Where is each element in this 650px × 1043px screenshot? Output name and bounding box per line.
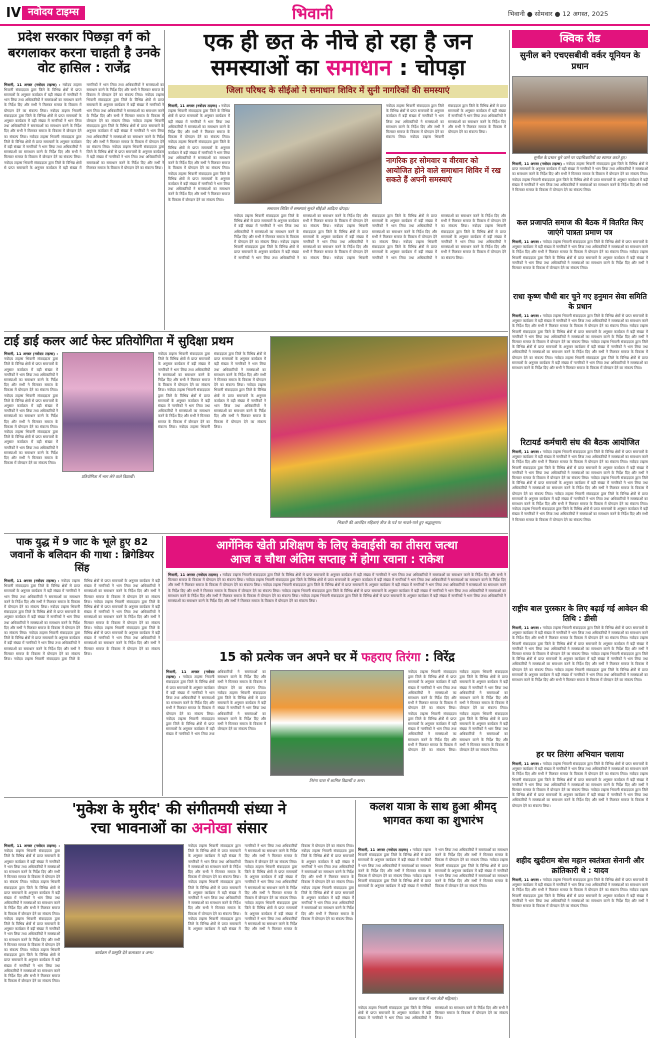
story-tie-dye	[4, 334, 508, 530]
headline-line-1: एक ही छत के नीचे हो रहा है जन	[203, 30, 473, 55]
rule-horizontal-2	[4, 533, 508, 534]
paper-name: नवोदय टाइम्स	[22, 6, 85, 20]
story-main	[168, 30, 508, 328]
rule-horizontal-1	[4, 331, 508, 332]
body-col-3: नवोदय टाइम्स भिवानी संवाददाता द्वारा जिले के विभिन्न क्षेत्रों से प्राप्त समाचारों के अनुसार कार्यक्रम में बड़ी संख्या में नागरिकों ने भाग लिया तथा अधिकारियों ने समस्याओं का समाधान करने के निर्देश दिए और सभी ने मिलकर समाज के विकास में योगदान देने का संकल्प लिया। नवोदय टाइम्स भिवानी संवाददाता द्वारा जिले के विभिन्न क्षेत्रों से प्राप्त समाचारों के अनुसार कार्यक्रम में बड़ी संख्या में नागरिकों ने भाग लिया तथा अधिकारियों ने समस्याओं का समाधान करने के निर्देश दिए और सभी ने मिलकर समाज के विकास में योगदान देने का संकल्प लिया। नवोदय टाइम्स भिवानी संवाददाता द्वारा जिले के विभिन्न क्षेत्रों से प्राप्त समाचारों के अनुसार कार्यक्रम में बड़ी संख्या में नागरिकों ने भाग लिया तथा अधिकारियों ने समस्याओं का समाधान करने के निर्देश दिए और सभी ने मिलकर समाज के विकास में योगदान देने का संकल्प लिया। नवोदय टाइम्स भिवानी संवाददाता द्वारा जिले के विभिन्न क्षेत्रों से प्राप्त समाचारों के अनुसार कार्यक्रम में बड़ी संख्या में नागरिकों ने भाग लिया तथा अधिकारियों ने समस्याओं का समाधान करने के निर्देश दिए और सभी ने मिलकर समाज के विकास में योगदान देने का संकल्प लिया। नवोदय टाइम्स भिवानी संवाददाता द्वारा जिले के विभिन्न क्षेत्रों से प्राप्त समाचारों के अनुसार कार्यक्रम में बड़ी संख्या में नागरिकों ने भाग लिया तथा अधिकारियों ने समस्याओं का समाधान करने के निर्देश दिए और सभी ने मिलकर समाज के विकास में योगदान देने का संकल्प लिया। नवोदय टाइम्स भिवानी संवाददाता द्वारा जिले के विभिन्न क्षेत्रों से प्राप्त समाचारों के अनुसार कार्यक्रम में बड़ी संख्या में नागरिकों ने भाग लिया तथा अधिकारियों ने समस्याओं का समाधान करने के निर्देश दिए और सभी ने मिलकर समाज के विकास में योगदान देने का संकल्प लिया। नवोदय टाइम्स भिवानी संवाददाता द्वारा जिले के विभिन्न क्षेत्रों से प्राप्त समाचारों के अनुसार कार्यक्रम में बड़ी संख्या में नागरिकों ने भाग लिया तथा अधिकारियों ने समस्याओं का समाधान करने के निर्देश दिए और सभी ने मिलकर समाज के विकास में योगदान देने का संकल्प लिया।	[188, 844, 354, 932]
quick-read-kicker: क्विक रीड	[512, 30, 648, 48]
rule-horizontal-3	[4, 797, 508, 798]
date-line: भिवानी ● सोमवार ● 12 अगस्त, 2025	[508, 10, 609, 18]
body-col-3: नवोदय टाइम्स भिवानी संवाददाता द्वारा जिले के विभिन्न क्षेत्रों से प्राप्त समाचारों के अनुसार कार्यक्रम में बड़ी संख्या में नागरिकों ने भाग लिया तथा अधिकारियों ने समस्याओं का समाधान करने के निर्देश दिए और सभी ने मिलकर समाज के विकास में योगदान देने का संकल्प लिया। नवोदय टाइम्स भिवानी संवाददाता द्वारा जिले के विभिन्न क्षेत्रों से प्राप्त समाचारों के अनुसार कार्यक्रम में बड़ी संख्या में नागरिकों ने भाग लिया तथा अधिकारियों ने समस्याओं का समाधान करने के निर्देश दिए और सभी ने मिलकर समाज के विकास में योगदान देने का संकल्प लिया। नवोदय टाइम्स भिवानी संवाददाता द्वारा जिले के विभिन्न क्षेत्रों से प्राप्त समाचारों के अनुसार कार्यक्रम में बड़ी संख्या में नागरिकों ने भाग लिया तथा अधिकारियों ने समस्याओं का समाधान करने के निर्देश दिए और सभी ने मिलकर समाज के विकास में योगदान देने का संकल्प लिया। नवोदय टाइम्स भिवानी संवाददाता द्वारा जिले के विभिन्न क्षेत्रों से प्राप्त समाचारों के अनुसार कार्यक्रम में बड़ी संख्या में नागरिकों ने भाग लिया तथा अधिकारियों ने समस्याओं का समाधान करने के निर्देश दिए और सभी ने मिलकर समाज के विकास में योगदान देने का संकल्प लिया।	[158, 352, 266, 429]
photo-teej-celebration	[270, 336, 508, 518]
story-mukesh	[4, 800, 354, 1040]
headline: 15 को प्रत्येक जन अपने घर में फहराए तिरंगा : विरेंद्र	[219, 650, 455, 664]
headline: प्रदेश सरकार पिछड़ा वर्ग को बरगलाकर करना चाहती है उनके वोट हासिल : राजेंद्र	[7, 30, 161, 76]
subhead: जिला परिषद के सीईओ ने समाधान शिविर में सुनी नागरिकों की समस्याएं	[168, 85, 508, 98]
brief-3-headline: रिटायर्ड कर्मचारी संघ की बैठक आयोजित	[520, 438, 640, 447]
rule-vertical-right	[509, 30, 510, 1038]
headline-line-2: समस्याओं का समाधान : चोपड़ा	[210, 56, 466, 81]
brief-4-headline: राष्ट्रीय बाल पुरस्कार के लिए बढ़ाई गई आवेदन की तिथि : डीसी	[512, 604, 648, 623]
brief-2-body: भिवानी, 11 अगस्त : नवोदय टाइम्स भिवानी संवाददाता द्वारा जिले के विभिन्न क्षेत्रों से प्राप्त समाचारों के अनुसार कार्यक्रम में बड़ी संख्या में नागरिकों ने भाग लिया तथा अधिकारियों ने समस्याओं का समाधान करने के निर्देश दिए और सभी ने मिलकर समाज के विकास में योगदान देने का संकल्प लिया। नवोदय टाइम्स भिवानी संवाददाता द्वारा जिले के विभिन्न क्षेत्रों से प्राप्त समाचारों के अनुसार कार्यक्रम में बड़ी संख्या में नागरिकों ने भाग लिया तथा अधिकारियों ने समस्याओं का समाधान करने के निर्देश दिए और सभी ने मिलकर समाज के विकास में योगदान देने का संकल्प लिया। नवोदय टाइम्स भिवानी संवाददाता द्वारा जिले के विभिन्न क्षेत्रों से प्राप्त समाचारों के अनुसार कार्यक्रम में बड़ी संख्या में नागरिकों ने भाग लिया तथा अधिकारियों ने समस्याओं का समाधान करने के निर्देश दिए और सभी ने मिलकर समाज के विकास में योगदान देने का संकल्प लिया। नवोदय टाइम्स भिवानी संवाददाता द्वारा जिले के विभिन्न क्षेत्रों से प्राप्त समाचारों के अनुसार कार्यक्रम में बड़ी संख्या में नागरिकों ने भाग लिया तथा अधिकारियों ने समस्याओं का समाधान करने के निर्देश दिए और सभी ने मिलकर समाज के विकास में योगदान देने का संकल्प लिया।	[512, 314, 648, 371]
right-top-headline: सुनील बने एचएसबीवी वर्कर यूनियन के प्रधान	[519, 51, 641, 72]
masthead	[0, 0, 650, 26]
brief-1-body: भिवानी, 11 अगस्त : नवोदय टाइम्स भिवानी संवाददाता द्वारा जिले के विभिन्न क्षेत्रों से प्राप्त समाचारों के अनुसार कार्यक्रम में बड़ी संख्या में नागरिकों ने भाग लिया तथा अधिकारियों ने समस्याओं का समाधान करने के निर्देश दिए और सभी ने मिलकर समाज के विकास में योगदान देने का संकल्प लिया। नवोदय टाइम्स भिवानी संवाददाता द्वारा जिले के विभिन्न क्षेत्रों से प्राप्त समाचारों के अनुसार कार्यक्रम में बड़ी संख्या में नागरिकों ने भाग लिया तथा अधिकारियों ने समस्याओं का समाधान करने के निर्देश दिए और सभी ने मिलकर समाज के विकास में योगदान देने का संकल्प लिया।	[512, 240, 648, 271]
story-kalash	[358, 800, 508, 1040]
photo-caption: कार्यक्रम में प्रस्तुति देते कलाकार व अन्य।	[94, 950, 154, 955]
body-col-3: नवोदय टाइम्स भिवानी संवाददाता द्वारा जिले के विभिन्न क्षेत्रों से प्राप्त समाचारों के अनुसार कार्यक्रम में बड़ी संख्या में नागरिकों ने भाग लिया तथा अधिकारियों ने समस्याओं का समाधान करने के निर्देश दिए और सभी ने मिलकर समाज के विकास में योगदान देने का संकल्प लिया। नवोदय टाइम्स भिवानी संवाददाता द्वारा जिले के विभिन्न क्षेत्रों से प्राप्त समाचारों के अनुसार कार्यक्रम में बड़ी संख्या में नागरिकों ने भाग लिया तथा अधिकारियों ने समस्याओं का समाधान करने के निर्देश दिए और सभी ने मिलकर समाज के विकास में योगदान देने का संकल्प लिया। नवोदय टाइम्स भिवानी संवाददाता द्वारा जिले के विभिन्न क्षेत्रों से प्राप्त समाचारों के अनुसार कार्यक्रम में बड़ी संख्या में नागरिकों ने भाग लिया तथा अधिकारियों ने समस्याओं का समाधान करने के निर्देश दिए और सभी ने मिलकर समाज के विकास में योगदान देने का संकल्प लिया। नवोदय टाइम्स भिवानी संवाददाता द्वारा जिले के विभिन्न क्षेत्रों से प्राप्त समाचारों के अनुसार कार्यक्रम में बड़ी संख्या में नागरिकों ने भाग लिया तथा अधिकारियों ने समस्याओं का समाधान करने के निर्देश दिए और सभी ने मिलकर समाज के विकास में योगदान देने का संकल्प लिया।	[408, 670, 508, 753]
headline-line-1: आर्गेनिक खेती प्रशिक्षण के लिए केवाईसी का तीसरा जत्था	[216, 538, 458, 552]
rule-vertical-left	[164, 30, 165, 330]
story-organic	[166, 536, 508, 646]
photo-caption: प्रतियोगिता में भाग लेने वाले विद्यार्थी।	[81, 474, 135, 479]
headline-line-1: 'मुकेश के मुरीद' की संगीतमयी संध्या ने	[71, 800, 287, 818]
right-top-body: भिवानी, 11 अगस्त (नवोदय टाइम्स) : नवोदय टाइम्स भिवानी संवाददाता द्वारा जिले के विभिन्न क्षेत्रों से प्राप्त समाचारों के अनुसार कार्यक्रम में बड़ी संख्या में नागरिकों ने भाग लिया तथा अधिकारियों ने समस्याओं का समाधान करने के निर्देश दिए और सभी ने मिलकर समाज के विकास में योगदान देने का संकल्प लिया। नवोदय टाइम्स भिवानी संवाददाता द्वारा जिले के विभिन्न क्षेत्रों से प्राप्त समाचारों के अनुसार कार्यक्रम में बड़ी संख्या में नागरिकों ने भाग लिया तथा अधिकारियों ने समस्याओं का समाधान करने के निर्देश दिए और सभी ने मिलकर समाज के विकास में योगदान देने का संकल्प लिया।	[512, 162, 648, 193]
headline: कलश यात्रा के साथ हुआ श्रीमद् भागवत कथा का शुभारंभ	[369, 800, 497, 827]
brief-6-headline: शहीद खुदीराम बोस महान स्वतंत्रता सेनानी और क्रांतिकारी थे : यादव	[516, 856, 644, 875]
story-pak-war	[4, 536, 160, 796]
photo-kalash-yatra	[362, 924, 504, 994]
story-left-top	[4, 30, 164, 330]
brief-5-body: भिवानी, 11 अगस्त : नवोदय टाइम्स भिवानी संवाददाता द्वारा जिले के विभिन्न क्षेत्रों से प्राप्त समाचारों के अनुसार कार्यक्रम में बड़ी संख्या में नागरिकों ने भाग लिया तथा अधिकारियों ने समस्याओं का समाधान करने के निर्देश दिए और सभी ने मिलकर समाज के विकास में योगदान देने का संकल्प लिया। नवोदय टाइम्स भिवानी संवाददाता द्वारा जिले के विभिन्न क्षेत्रों से प्राप्त समाचारों के अनुसार कार्यक्रम में बड़ी संख्या में नागरिकों ने भाग लिया तथा अधिकारियों ने समस्याओं का समाधान करने के निर्देश दिए और सभी ने मिलकर समाज के विकास में योगदान देने का संकल्प लिया। नवोदय टाइम्स भिवानी संवाददाता द्वारा जिले के विभिन्न क्षेत्रों से प्राप्त समाचारों के अनुसार कार्यक्रम में बड़ी संख्या में नागरिकों ने भाग लिया तथा अधिकारियों ने समस्याओं का समाधान करने के निर्देश दिए और सभी ने मिलकर समाज के विकास में योगदान देने का संकल्प लिया।	[512, 762, 648, 808]
headline-line-2: रचा भावनाओं का अनोखा संसार	[90, 819, 268, 837]
brief-1-headline: कल प्रजापति समाज की बैठक में वितरित किए जाएंगे पात्रता प्रमाण पत्र	[516, 218, 644, 237]
body-lower: नवोदय टाइम्स भिवानी संवाददाता द्वारा जिले के विभिन्न क्षेत्रों से प्राप्त समाचारों के अनुसार कार्यक्रम में बड़ी संख्या में नागरिकों ने भाग लिया तथा अधिकारियों ने समस्याओं का समाधान करने के निर्देश दिए और सभी ने मिलकर समाज के विकास में योगदान देने का संकल्प लिया। नवोदय टाइम्स भिवानी संवाददाता द्वारा जिले के विभिन्न क्षेत्रों से प्राप्त समाचारों के अनुसार कार्यक्रम में बड़ी संख्या में नागरिकों ने भाग लिया तथा अधिकारियों ने समस्याओं का समाधान करने के निर्देश दिए और सभी ने मिलकर समाज के विकास में योगदान देने का संकल्प लिया। नवोदय टाइम्स भिवानी संवाददाता द्वारा जिले के विभिन्न क्षेत्रों से प्राप्त समाचारों के अनुसार कार्यक्रम में बड़ी संख्या में नागरिकों ने भाग लिया तथा अधिकारियों ने समस्याओं का समाधान करने के निर्देश दिए और सभी ने मिलकर समाज के विकास में योगदान देने का संकल्प लिया। नवोदय टाइम्स भिवानी संवाददाता द्वारा जिले के विभिन्न क्षेत्रों से प्राप्त समाचारों के अनुसार कार्यक्रम में बड़ी संख्या में नागरिकों ने भाग लिया तथा अधिकारियों ने समस्याओं का समाधान करने के निर्देश दिए और सभी ने मिलकर समाज के विकास में योगदान देने का संकल्प लिया। नवोदय टाइम्स भिवानी संवाददाता द्वारा जिले के विभिन्न क्षेत्रों से प्राप्त समाचारों के अनुसार कार्यक्रम में बड़ी संख्या में नागरिकों ने भाग लिया तथा अधिकारियों ने समस्याओं का समाधान करने के निर्देश दिए और सभी ने मिलकर समाज के विकास में योगदान देने का संकल्प लिया। नवोदय टाइम्स भिवानी संवाददाता द्वारा जिले के विभिन्न क्षेत्रों से प्राप्त समाचारों के अनुसार कार्यक्रम में बड़ी संख्या में नागरिकों ने भाग लिया तथा अधिकारियों ने समस्याओं का समाधान करने के निर्देश दिए और सभी ने मिलकर समाज के विकास में योगदान देने का संकल्प लिया।	[234, 214, 506, 260]
section-title: भिवानी	[292, 4, 334, 23]
photo-caption: तिरंगा यात्रा में शामिल विद्यार्थी व अन्य।	[309, 778, 365, 783]
teej-caption: भिवानी की आनंदित महिलाएं तीज के पर्व पर नाचते-गाते हुए श्रद्धालुगण।	[336, 520, 442, 525]
body-col-1: भिवानी, 11 अगस्त (नवोदय टाइम्स) : नवोदय टाइम्स भिवानी संवाददाता द्वारा जिले के विभिन्न क्षेत्रों से प्राप्त समाचारों के अनुसार कार्यक्रम में बड़ी संख्या में नागरिकों ने भाग लिया तथा अधिकारियों ने समस्याओं का समाधान करने के निर्देश दिए और सभी ने मिलकर समाज के विकास में योगदान देने का संकल्प लिया। नवोदय टाइम्स भिवानी संवाददाता द्वारा जिले के विभिन्न क्षेत्रों से प्राप्त समाचारों के अनुसार कार्यक्रम में बड़ी संख्या में नागरिकों ने भाग लिया तथा अधिकारियों ने समस्याओं का समाधान करने के निर्देश दिए और सभी ने मिलकर समाज के विकास में योगदान देने का संकल्प लिया। नवोदय टाइम्स भिवानी संवाददाता द्वारा जिले के विभिन्न क्षेत्रों से प्राप्त समाचारों के अनुसार कार्यक्रम में बड़ी संख्या में नागरिकों ने भाग लिया तथा अधिकारियों ने समस्याओं का समाधान करने के निर्देश दिए और सभी ने मिलकर समाज के विकास में योगदान देने का संकल्प लिया।	[166, 670, 266, 737]
photo-tie-dye	[62, 352, 154, 472]
brief-2-headline: राधा कृष्ण चौथी बार चुने गए हनुमान सेवा समिति के प्रधान	[513, 292, 647, 311]
headline: टाई डाई कलर आर्ट फेस्ट प्रतियोगिता में सुदिक्षा प्रथम	[4, 334, 234, 348]
headline-banner	[166, 536, 508, 568]
rule-vertical-mid	[162, 536, 163, 796]
photo-caption: कलश यात्रा में भाग लेती महिलाएं।	[408, 996, 458, 1001]
rule-vertical-bottom	[355, 800, 356, 1038]
body-text: भिवानी, 11 अगस्त (नवोदय टाइम्स) : नवोदय टाइम्स भिवानी संवाददाता द्वारा जिले के विभिन्न क्षेत्रों से प्राप्त समाचारों के अनुसार कार्यक्रम में बड़ी संख्या में नागरिकों ने भाग लिया तथा अधिकारियों ने समस्याओं का समाधान करने के निर्देश दिए और सभी ने मिलकर समाज के विकास में योगदान देने का संकल्प लिया। नवोदय टाइम्स भिवानी संवाददाता द्वारा जिले के विभिन्न क्षेत्रों से प्राप्त समाचारों के अनुसार कार्यक्रम में बड़ी संख्या में नागरिकों ने भाग लिया तथा अधिकारियों ने समस्याओं का समाधान करने के निर्देश दिए और सभी ने मिलकर समाज के विकास में योगदान देने का संकल्प लिया। नवोदय टाइम्स भिवानी संवाददाता द्वारा जिले के विभिन्न क्षेत्रों से प्राप्त समाचारों के अनुसार कार्यक्रम में बड़ी संख्या में नागरिकों ने भाग लिया तथा अधिकारियों ने समस्याओं का समाधान करने के निर्देश दिए और सभी ने मिलकर समाज के विकास में योगदान देने का संकल्प लिया। नवोदय टाइम्स भिवानी संवाददाता द्वारा जिले के विभिन्न क्षेत्रों से प्राप्त समाचारों के अनुसार कार्यक्रम में बड़ी संख्या में नागरिकों ने भाग लिया तथा अधिकारियों ने समस्याओं का समाधान करने के निर्देश दिए और सभी ने मिलकर समाज के विकास में योगदान देने का संकल्प लिया। नवोदय टाइम्स भिवानी संवाददाता द्वारा जिले के विभिन्न क्षेत्रों से प्राप्त समाचारों के अनुसार कार्यक्रम में बड़ी संख्या में नागरिकों ने भाग लिया तथा अधिकारियों ने समस्याओं का समाधान करने के निर्देश दिए और सभी ने मिलकर समाज के विकास में योगदान देने का संकल्प लिया।	[166, 571, 508, 641]
body-col-1: भिवानी, 11 अगस्त (नवोदय टाइम्स) : नवोदय टाइम्स भिवानी संवाददाता द्वारा जिले के विभिन्न क्षेत्रों से प्राप्त समाचारों के अनुसार कार्यक्रम में बड़ी संख्या में नागरिकों ने भाग लिया तथा अधिकारियों ने समस्याओं का समाधान करने के निर्देश दिए और सभी ने मिलकर समाज के विकास में योगदान देने का संकल्प लिया। नवोदय टाइम्स भिवानी संवाददाता द्वारा जिले के विभिन्न क्षेत्रों से प्राप्त समाचारों के अनुसार कार्यक्रम में बड़ी संख्या में नागरिकों ने भाग लिया तथा अधिकारियों ने समस्याओं का समाधान करने के निर्देश दिए और सभी ने मिलकर समाज के विकास में योगदान देने का संकल्प लिया। नवोदय टाइम्स भिवानी संवाददाता द्वारा जिले के विभिन्न क्षेत्रों से प्राप्त समाचारों के अनुसार कार्यक्रम में बड़ी संख्या में नागरिकों ने भाग लिया तथा अधिकारियों ने समस्याओं का समाधान करने के निर्देश दिए और सभी ने मिलकर समाज के विकास में योगदान देने का संकल्प लिया।	[358, 848, 508, 889]
body-text: भिवानी, 11 अगस्त (नवोदय टाइम्स) : नवोदय टाइम्स भिवानी संवाददाता द्वारा जिले के विभिन्न क्षेत्रों से प्राप्त समाचारों के अनुसार कार्यक्रम में बड़ी संख्या में नागरिकों ने भाग लिया तथा अधिकारियों ने समस्याओं का समाधान करने के निर्देश दिए और सभी ने मिलकर समाज के विकास में योगदान देने का संकल्प लिया। नवोदय टाइम्स भिवानी संवाददाता द्वारा जिले के विभिन्न क्षेत्रों से प्राप्त समाचारों के अनुसार कार्यक्रम में बड़ी संख्या में नागरिकों ने भाग लिया तथा अधिकारियों ने समस्याओं का समाधान करने के निर्देश दिए और सभी ने मिलकर समाज के विकास में योगदान देने का संकल्प लिया। नवोदय टाइम्स भिवानी संवाददाता द्वारा जिले के विभिन्न क्षेत्रों से प्राप्त समाचारों के अनुसार कार्यक्रम में बड़ी संख्या में नागरिकों ने भाग लिया तथा अधिकारियों ने समस्याओं का समाधान करने के निर्देश दिए और सभी ने मिलकर समाज के विकास में योगदान देने का संकल्प लिया। नवोदय टाइम्स भिवानी संवाददाता द्वारा जिले के विभिन्न क्षेत्रों से प्राप्त समाचारों के अनुसार कार्यक्रम में बड़ी संख्या में नागरिकों ने भाग लिया तथा अधिकारियों ने समस्याओं का समाधान करने के निर्देश दिए और सभी ने मिलकर समाज के विकास में योगदान देने का संकल्प लिया। नवोदय टाइम्स भिवानी संवाददाता द्वारा जिले के विभिन्न क्षेत्रों से प्राप्त समाचारों के अनुसार कार्यक्रम में बड़ी संख्या में नागरिकों ने भाग लिया तथा अधिकारियों ने समस्याओं का समाधान करने के निर्देश दिए और सभी ने मिलकर समाज के विकास में योगदान देने का संकल्प लिया। नवोदय टाइम्स भिवानी संवाददाता द्वारा जिले के विभिन्न क्षेत्रों से प्राप्त समाचारों के अनुसार कार्यक्रम में बड़ी संख्या में नागरिकों ने भाग लिया तथा अधिकारियों ने समस्याओं का समाधान करने के निर्देश दिए और सभी ने मिलकर समाज के विकास में योगदान देने का संकल्प लिया। नवोदय टाइम्स भिवानी संवाददाता द्वारा जिले के विभिन्न क्षेत्रों से प्राप्त समाचारों के अनुसार कार्यक्रम में बड़ी संख्या में नागरिकों ने भाग लिया तथा अधिकारियों ने समस्याओं का समाधान करने के निर्देश दिए और सभी ने मिलकर समाज के विकास में योगदान देने का संकल्प लिया।	[4, 82, 164, 170]
body-col-1: भिवानी, 11 अगस्त (नवोदय टाइम्स) : नवोदय टाइम्स भिवानी संवाददाता द्वारा जिले के विभिन्न क्षेत्रों से प्राप्त समाचारों के अनुसार कार्यक्रम में बड़ी संख्या में नागरिकों ने भाग लिया तथा अधिकारियों ने समस्याओं का समाधान करने के निर्देश दिए और सभी ने मिलकर समाज के विकास में योगदान देने का संकल्प लिया। नवोदय टाइम्स भिवानी संवाददाता द्वारा जिले के विभिन्न क्षेत्रों से प्राप्त समाचारों के अनुसार कार्यक्रम में बड़ी संख्या में नागरिकों ने भाग लिया तथा अधिकारियों ने समस्याओं का समाधान करने के निर्देश दिए और सभी ने मिलकर समाज के विकास में योगदान देने का संकल्प लिया। नवोदय टाइम्स भिवानी संवाददाता द्वारा जिले के विभिन्न क्षेत्रों से प्राप्त समाचारों के अनुसार कार्यक्रम में बड़ी संख्या में नागरिकों ने भाग लिया तथा अधिकारियों ने समस्याओं का समाधान करने के निर्देश दिए और सभी ने मिलकर समाज के विकास में योगदान देने का संकल्प लिया।	[168, 104, 230, 202]
photo-caption: सुनील के प्रधान चुने जाने पर पदाधिकारियों का स्वागत करते हुए।	[533, 155, 627, 160]
right-column	[512, 30, 648, 1040]
body-col-1: भिवानी, 11 अगस्त (नवोदय टाइम्स) : नवोदय टाइम्स भिवानी संवाददाता द्वारा जिले के विभिन्न क्षेत्रों से प्राप्त समाचारों के अनुसार कार्यक्रम में बड़ी संख्या में नागरिकों ने भाग लिया तथा अधिकारियों ने समस्याओं का समाधान करने के निर्देश दिए और सभी ने मिलकर समाज के विकास में योगदान देने का संकल्प लिया। नवोदय टाइम्स भिवानी संवाददाता द्वारा जिले के विभिन्न क्षेत्रों से प्राप्त समाचारों के अनुसार कार्यक्रम में बड़ी संख्या में नागरिकों ने भाग लिया तथा अधिकारियों ने समस्याओं का समाधान करने के निर्देश दिए और सभी ने मिलकर समाज के विकास में योगदान देने का संकल्प लिया। नवोदय टाइम्स भिवानी संवाददाता द्वारा जिले के विभिन्न क्षेत्रों से प्राप्त समाचारों के अनुसार कार्यक्रम में बड़ी संख्या में नागरिकों ने भाग लिया तथा अधिकारियों ने समस्याओं का समाधान करने के निर्देश दिए और सभी ने मिलकर समाज के विकास में योगदान देने का संकल्प लिया। नवोदय टाइम्स भिवानी संवाददाता द्वारा जिले के विभिन्न क्षेत्रों से प्राप्त समाचारों के अनुसार कार्यक्रम में बड़ी संख्या में नागरिकों ने भाग लिया तथा अधिकारियों ने समस्याओं का समाधान करने के निर्देश दिए और सभी ने मिलकर समाज के विकास में योगदान देने का संकल्प लिया।	[4, 844, 60, 984]
headline-line-2: आज व चौथा अंतिम सप्ताह में होगा रवाना : राकेश	[230, 552, 444, 566]
brief-3-body: भिवानी, 11 अगस्त : नवोदय टाइम्स भिवानी संवाददाता द्वारा जिले के विभिन्न क्षेत्रों से प्राप्त समाचारों के अनुसार कार्यक्रम में बड़ी संख्या में नागरिकों ने भाग लिया तथा अधिकारियों ने समस्याओं का समाधान करने के निर्देश दिए और सभी ने मिलकर समाज के विकास में योगदान देने का संकल्प लिया। नवोदय टाइम्स भिवानी संवाददाता द्वारा जिले के विभिन्न क्षेत्रों से प्राप्त समाचारों के अनुसार कार्यक्रम में बड़ी संख्या में नागरिकों ने भाग लिया तथा अधिकारियों ने समस्याओं का समाधान करने के निर्देश दिए और सभी ने मिलकर समाज के विकास में योगदान देने का संकल्प लिया। नवोदय टाइम्स भिवानी संवाददाता द्वारा जिले के विभिन्न क्षेत्रों से प्राप्त समाचारों के अनुसार कार्यक्रम में बड़ी संख्या में नागरिकों ने भाग लिया तथा अधिकारियों ने समस्याओं का समाधान करने के निर्देश दिए और सभी ने मिलकर समाज के विकास में योगदान देने का संकल्प लिया। नवोदय टाइम्स भिवानी संवाददाता द्वारा जिले के विभिन्न क्षेत्रों से प्राप्त समाचारों के अनुसार कार्यक्रम में बड़ी संख्या में नागरिकों ने भाग लिया तथा अधिकारियों ने समस्याओं का समाधान करने के निर्देश दिए और सभी ने मिलकर समाज के विकास में योगदान देने का संकल्प लिया। नवोदय टाइम्स भिवानी संवाददाता द्वारा जिले के विभिन्न क्षेत्रों से प्राप्त समाचारों के अनुसार कार्यक्रम में बड़ी संख्या में नागरिकों ने भाग लिया तथा अधिकारियों ने समस्याओं का समाधान करने के निर्देश दिए और सभी ने मिलकर समाज के विकास में योगदान देने का संकल्प लिया।	[512, 450, 648, 522]
story-tiranga	[166, 650, 508, 796]
brief-5-headline: हर घर तिरंगा अभियान चलाया	[536, 750, 624, 759]
photo-union	[512, 76, 648, 154]
body-col-1: भिवानी, 11 अगस्त (नवोदय टाइम्स) : नवोदय टाइम्स भिवानी संवाददाता द्वारा जिले के विभिन्न क्षेत्रों से प्राप्त समाचारों के अनुसार कार्यक्रम में बड़ी संख्या में नागरिकों ने भाग लिया तथा अधिकारियों ने समस्याओं का समाधान करने के निर्देश दिए और सभी ने मिलकर समाज के विकास में योगदान देने का संकल्प लिया। नवोदय टाइम्स भिवानी संवाददाता द्वारा जिले के विभिन्न क्षेत्रों से प्राप्त समाचारों के अनुसार कार्यक्रम में बड़ी संख्या में नागरिकों ने भाग लिया तथा अधिकारियों ने समस्याओं का समाधान करने के निर्देश दिए और सभी ने मिलकर समाज के विकास में योगदान देने का संकल्प लिया। नवोदय टाइम्स भिवानी संवाददाता द्वारा जिले के विभिन्न क्षेत्रों से प्राप्त समाचारों के अनुसार कार्यक्रम में बड़ी संख्या में नागरिकों ने भाग लिया तथा अधिकारियों ने समस्याओं का समाधान करने के निर्देश दिए और सभी ने मिलकर समाज के विकास में योगदान देने का संकल्प लिया।	[4, 352, 59, 466]
photo-mukesh-event	[64, 844, 184, 948]
brief-4-body: भिवानी, 11 अगस्त : नवोदय टाइम्स भिवानी संवाददाता द्वारा जिले के विभिन्न क्षेत्रों से प्राप्त समाचारों के अनुसार कार्यक्रम में बड़ी संख्या में नागरिकों ने भाग लिया तथा अधिकारियों ने समस्याओं का समाधान करने के निर्देश दिए और सभी ने मिलकर समाज के विकास में योगदान देने का संकल्प लिया। नवोदय टाइम्स भिवानी संवाददाता द्वारा जिले के विभिन्न क्षेत्रों से प्राप्त समाचारों के अनुसार कार्यक्रम में बड़ी संख्या में नागरिकों ने भाग लिया तथा अधिकारियों ने समस्याओं का समाधान करने के निर्देश दिए और सभी ने मिलकर समाज के विकास में योगदान देने का संकल्प लिया। नवोदय टाइम्स भिवानी संवाददाता द्वारा जिले के विभिन्न क्षेत्रों से प्राप्त समाचारों के अनुसार कार्यक्रम में बड़ी संख्या में नागरिकों ने भाग लिया तथा अधिकारियों ने समस्याओं का समाधान करने के निर्देश दिए और सभी ने मिलकर समाज के विकास में योगदान देने का संकल्प लिया। नवोदय टाइम्स भिवानी संवाददाता द्वारा जिले के विभिन्न क्षेत्रों से प्राप्त समाचारों के अनुसार कार्यक्रम में बड़ी संख्या में नागरिकों ने भाग लिया तथा अधिकारियों ने समस्याओं का समाधान करने के निर्देश दिए और सभी ने मिलकर समाज के विकास में योगदान देने का संकल्प लिया।	[512, 626, 648, 683]
brief-6-body: भिवानी, 11 अगस्त : नवोदय टाइम्स भिवानी संवाददाता द्वारा जिले के विभिन्न क्षेत्रों से प्राप्त समाचारों के अनुसार कार्यक्रम में बड़ी संख्या में नागरिकों ने भाग लिया तथा अधिकारियों ने समस्याओं का समाधान करने के निर्देश दिए और सभी ने मिलकर समाज के विकास में योगदान देने का संकल्प लिया। नवोदय टाइम्स भिवानी संवाददाता द्वारा जिले के विभिन्न क्षेत्रों से प्राप्त समाचारों के अनुसार कार्यक्रम में बड़ी संख्या में नागरिकों ने भाग लिया तथा अधिकारियों ने समस्याओं का समाधान करने के निर्देश दिए और सभी ने मिलकर समाज के विकास में योगदान देने का संकल्प लिया।	[512, 878, 648, 909]
body-col-2: नवोदय टाइम्स भिवानी संवाददाता द्वारा जिले के विभिन्न क्षेत्रों से प्राप्त समाचारों के अनुसार कार्यक्रम में बड़ी संख्या में नागरिकों ने भाग लिया तथा अधिकारियों ने समस्याओं का समाधान करने के निर्देश दिए और सभी ने मिलकर समाज के विकास में योगदान देने का संकल्प लिया।	[358, 1006, 508, 1021]
body-col-3: नवोदय टाइम्स भिवानी संवाददाता द्वारा जिले के विभिन्न क्षेत्रों से प्राप्त समाचारों के अनुसार कार्यक्रम में बड़ी संख्या में नागरिकों ने भाग लिया तथा अधिकारियों ने समस्याओं का समाधान करने के निर्देश दिए और सभी ने मिलकर समाज के विकास में योगदान देने का संकल्प लिया। नवोदय टाइम्स भिवानी संवाददाता द्वारा जिले के विभिन्न क्षेत्रों से प्राप्त समाचारों के अनुसार कार्यक्रम में बड़ी संख्या में नागरिकों ने भाग लिया तथा अधिकारियों ने समस्याओं का समाधान करने के निर्देश दिए और सभी ने मिलकर समाज के विकास में योगदान देने का संकल्प लिया।	[386, 104, 506, 140]
photo-caption: समाधान शिविर में समस्याएं सुनते सीईओ आदित्य चोपड़ा।	[266, 206, 350, 211]
pullquote: नागरिक हर सोमवार व वीरवार को आयोजित होने वाले समाधान शिविर में रख सकते हैं अपनी समस्याएं	[386, 152, 506, 208]
body-text: भिवानी, 11 अगस्त (नवोदय टाइम्स) : नवोदय टाइम्स भिवानी संवाददाता द्वारा जिले के विभिन्न क्षेत्रों से प्राप्त समाचारों के अनुसार कार्यक्रम में बड़ी संख्या में नागरिकों ने भाग लिया तथा अधिकारियों ने समस्याओं का समाधान करने के निर्देश दिए और सभी ने मिलकर समाज के विकास में योगदान देने का संकल्प लिया। नवोदय टाइम्स भिवानी संवाददाता द्वारा जिले के विभिन्न क्षेत्रों से प्राप्त समाचारों के अनुसार कार्यक्रम में बड़ी संख्या में नागरिकों ने भाग लिया तथा अधिकारियों ने समस्याओं का समाधान करने के निर्देश दिए और सभी ने मिलकर समाज के विकास में योगदान देने का संकल्प लिया। नवोदय टाइम्स भिवानी संवाददाता द्वारा जिले के विभिन्न क्षेत्रों से प्राप्त समाचारों के अनुसार कार्यक्रम में बड़ी संख्या में नागरिकों ने भाग लिया तथा अधिकारियों ने समस्याओं का समाधान करने के निर्देश दिए और सभी ने मिलकर समाज के विकास में योगदान देने का संकल्प लिया। नवोदय टाइम्स भिवानी संवाददाता द्वारा जिले के विभिन्न क्षेत्रों से प्राप्त समाचारों के अनुसार कार्यक्रम में बड़ी संख्या में नागरिकों ने भाग लिया तथा अधिकारियों ने समस्याओं का समाधान करने के निर्देश दिए और सभी ने मिलकर समाज के विकास में योगदान देने का संकल्प लिया। नवोदय टाइम्स भिवानी संवाददाता द्वारा जिले के विभिन्न क्षेत्रों से प्राप्त समाचारों के अनुसार कार्यक्रम में बड़ी संख्या में नागरिकों ने भाग लिया तथा अधिकारियों ने समस्याओं का समाधान करने के निर्देश दिए और सभी ने मिलकर समाज के विकास में योगदान देने का संकल्प लिया। नवोदय टाइम्स भिवानी संवाददाता द्वारा जिले के विभिन्न क्षेत्रों से प्राप्त समाचारों के अनुसार कार्यक्रम में बड़ी संख्या में नागरिकों ने भाग लिया तथा अधिकारियों ने समस्याओं का समाधान करने के निर्देश दिए और सभी ने मिलकर समाज के विकास में योगदान देने का संकल्प लिया।	[4, 579, 160, 662]
headline: पाक युद्ध में 9 जाट के भूले हुए 82 जवानों के बलिदान की गाथा : ब्रिगेडियर सिंह	[9, 537, 155, 574]
page-number: IV	[6, 6, 21, 21]
photo-samadhan-shivir	[234, 104, 382, 204]
photo-tiranga-yatra	[270, 670, 404, 776]
